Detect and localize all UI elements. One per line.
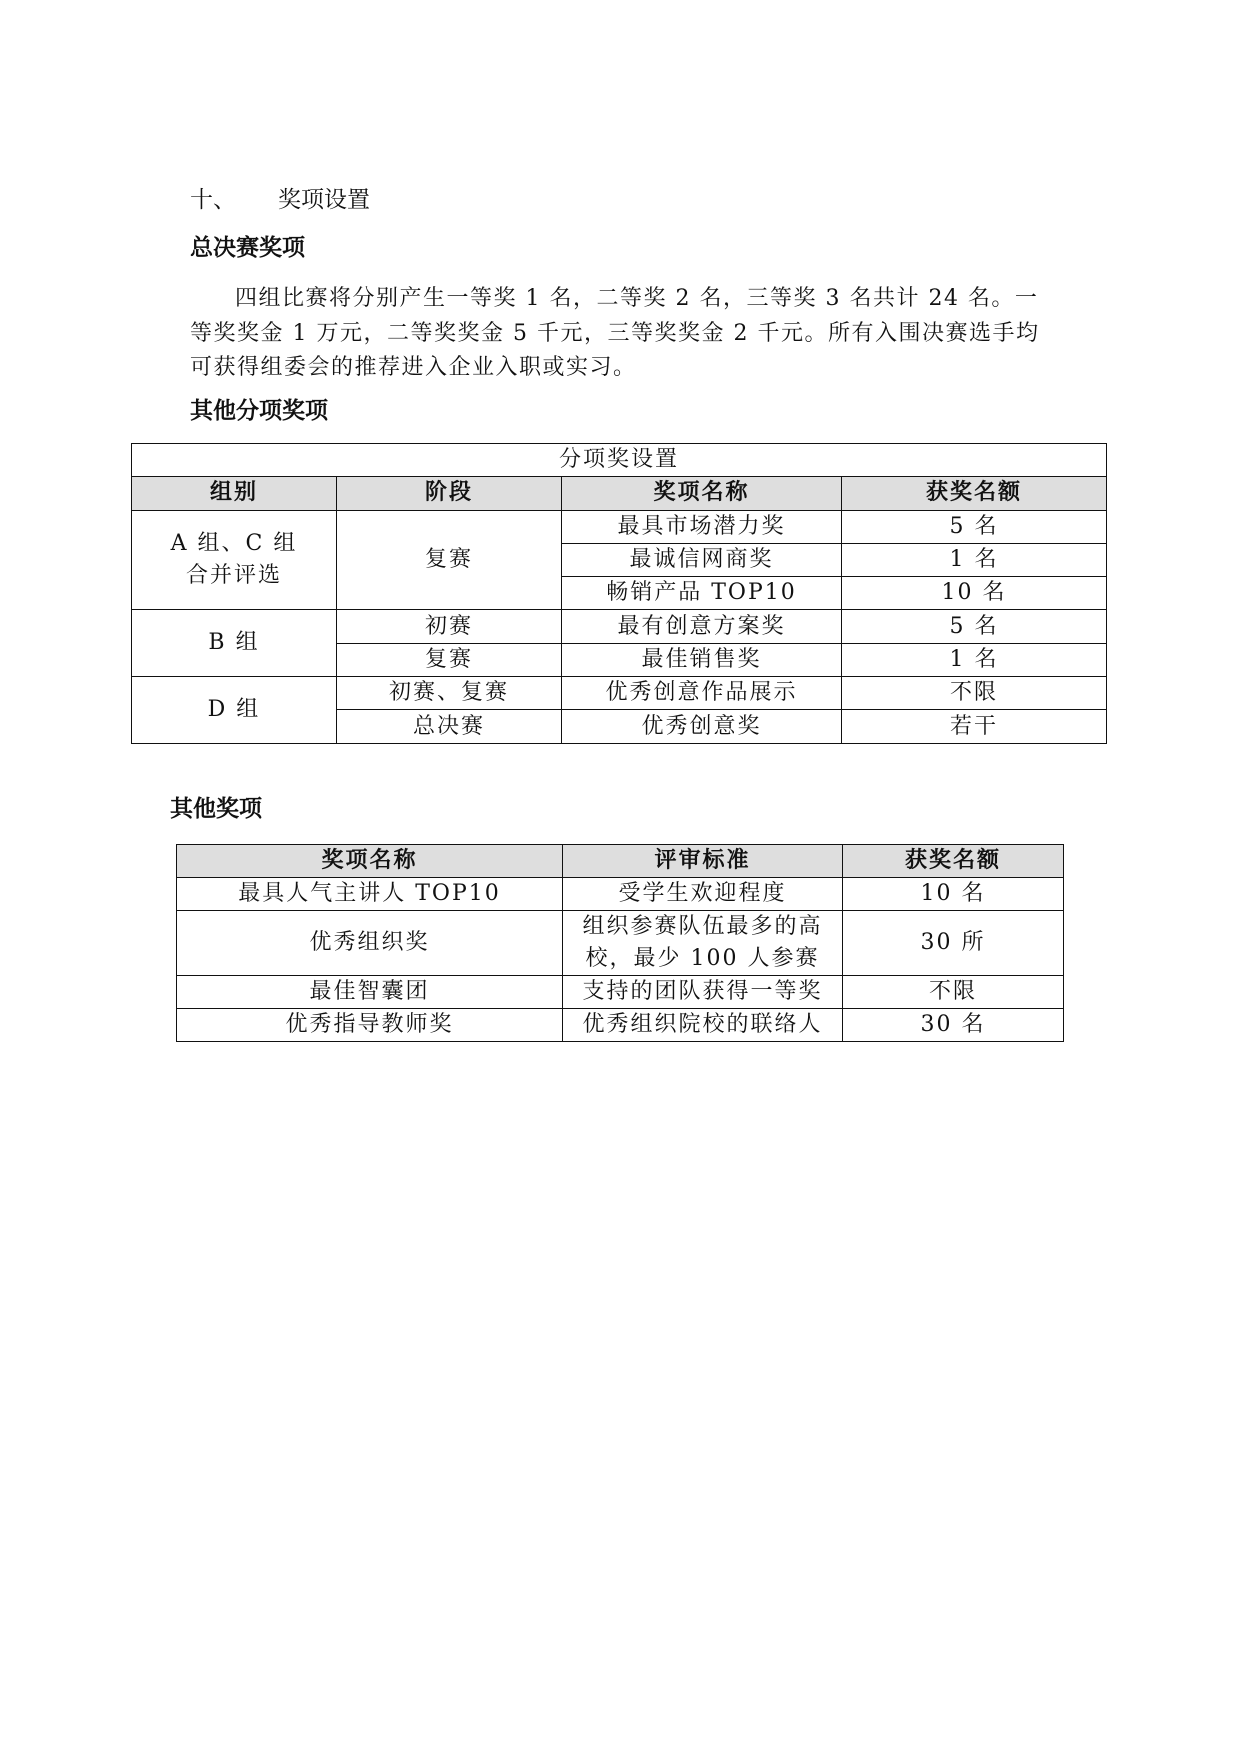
quota-cell: 1 名: [842, 543, 1107, 576]
table-row: [132, 677, 1107, 710]
award-name-cell: 优秀组织奖: [177, 911, 563, 976]
quota-cell: 30 所: [843, 911, 1064, 976]
table-row: [177, 911, 1064, 976]
quota-cell: 5 名: [842, 610, 1107, 643]
award-name-cell: 最有创意方案奖: [562, 610, 842, 643]
column-header: 组别: [132, 477, 337, 510]
finals-heading: 总决赛奖项: [190, 235, 305, 261]
criteria-cell: 支持的团队获得一等奖: [563, 976, 843, 1009]
group-cell: B 组: [132, 610, 337, 677]
stage-cell: 总决赛: [337, 710, 562, 743]
award-name-cell: 最佳智囊团: [177, 976, 563, 1009]
column-header: 阶段: [337, 477, 562, 510]
criteria-cell: 优秀组织院校的联络人: [563, 1009, 843, 1042]
stage-cell: 初赛: [337, 610, 562, 643]
table-row: [132, 510, 1107, 543]
award-name-cell: 最诚信网商奖: [562, 543, 842, 576]
section-title: 奖项设置: [278, 187, 370, 213]
table-title: 分项奖设置: [132, 444, 1107, 477]
section-number: 十、: [190, 187, 236, 213]
award-name-cell: 优秀创意奖: [562, 710, 842, 743]
stage-cell: 复赛: [337, 510, 562, 610]
award-name-cell: 最具人气主讲人 TOP10: [177, 878, 563, 911]
criteria-cell: 受学生欢迎程度: [563, 878, 843, 911]
quota-cell: 不限: [843, 976, 1064, 1009]
quota-cell: 10 名: [842, 577, 1107, 610]
group-cell: D 组: [132, 677, 337, 744]
table-header-row: [177, 845, 1064, 878]
award-name-cell: 优秀指导教师奖: [177, 1009, 563, 1042]
finals-paragraph: 四组比赛将分别产生一等奖 1 名，二等奖 2 名，三等奖 3 名共计 24 名。一等奖奖金 1 万元，二等奖奖金 5 千元，三等奖奖金 2 千元。所有入围决赛选手均可获得组委会的推荐进入企业入职或实习。: [190, 286, 1040, 380]
column-header: 评审标准: [563, 845, 843, 878]
table-header-row: [132, 477, 1107, 510]
award-name-cell: 优秀创意作品展示: [562, 677, 842, 710]
column-header: 获奖名额: [842, 477, 1107, 510]
table-row: [177, 976, 1064, 1009]
section-heading: [190, 184, 370, 216]
sub-awards-heading: 其他分项奖项: [190, 398, 328, 424]
group-cell: A 组、C 组 合并评选: [132, 510, 337, 610]
quota-cell: 10 名: [843, 878, 1064, 911]
other-awards-table: [176, 844, 1064, 1042]
column-header: 奖项名称: [562, 477, 842, 510]
table-row: [132, 610, 1107, 643]
table-row: [177, 878, 1064, 911]
award-name-cell: 最佳销售奖: [562, 643, 842, 676]
quota-cell: 不限: [842, 677, 1107, 710]
sub-awards-table: [131, 443, 1107, 744]
table-title-row: [132, 444, 1107, 477]
award-name-cell: 畅销产品 TOP10: [562, 577, 842, 610]
award-name-cell: 最具市场潜力奖: [562, 510, 842, 543]
quota-cell: 5 名: [842, 510, 1107, 543]
column-header: 奖项名称: [177, 845, 563, 878]
quota-cell: 1 名: [842, 643, 1107, 676]
other-awards-heading: 其他奖项: [170, 796, 262, 822]
stage-cell: 复赛: [337, 643, 562, 676]
table-row: [177, 1009, 1064, 1042]
quota-cell: 30 名: [843, 1009, 1064, 1042]
column-header: 获奖名额: [843, 845, 1064, 878]
stage-cell: 初赛、复赛: [337, 677, 562, 710]
criteria-cell: 组织参赛队伍最多的高 校，最少 100 人参赛: [563, 911, 843, 976]
quota-cell: 若干: [842, 710, 1107, 743]
